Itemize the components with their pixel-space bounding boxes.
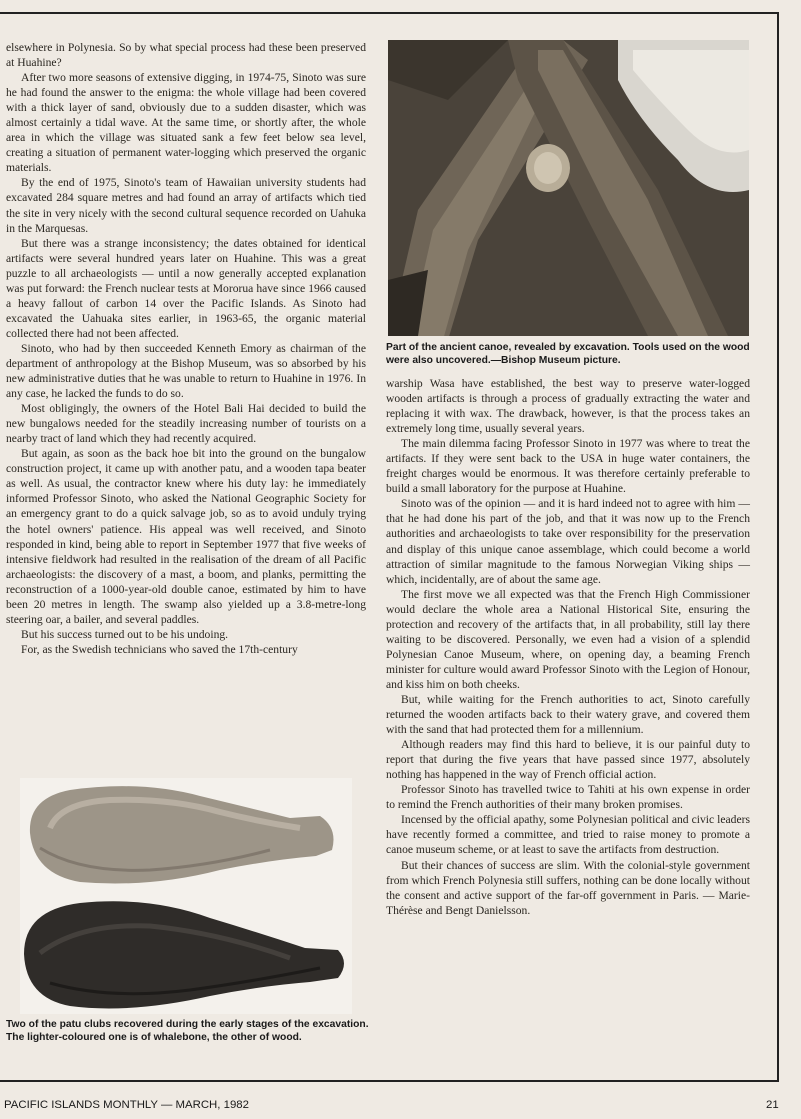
paragraph: But there was a strange inconsistency; the dates obtained for identical artifacts were several hundred years later on Huahine. This was a great puzzle to all archaeologists — until a now generally accepted explanation was put forward: the French nuclear tests at Mororua have since 1966 caused a heavy fallout of carbon 14 over the Pacific Islands. As Sinoto had excavated the Uahuaka sites earlier, in 1963-65, the organic material collected there had not been affected. [6, 236, 366, 340]
paragraph: elsewhere in Polynesia. So by what special process had these been preserved at Huahine? [6, 41, 366, 70]
paragraph: Incensed by the official apathy, some Polynesian political and civic leaders have recently formed a committee, and tried to raise money to promote a canoe museum scheme, or at least to save the artifacts from destruction. [386, 813, 750, 857]
patu-clubs-graphic [20, 778, 352, 1014]
paragraph: The main dilemma facing Professor Sinoto in 1977 was where to treat the artifacts. If they were sent back to the USA in huge water containers, the freight charges would be enormous. It was therefore certainly preferable to build a small laboratory for the purpose at Huahine. [386, 437, 750, 496]
patu-clubs-caption: Two of the patu clubs recovered during the early stages of the excavation. The lighter-coloured one is of whalebone, the other of wood. [6, 1019, 369, 1043]
canoe-photo-graphic [388, 40, 749, 336]
paragraph: Sinoto, who had by then succeeded Kenneth Emory as chairman of the department of anthropology at the Bishop Museum, was so absorbed by his new administrative duties that he was unable to return to Huahine in 1976. In any case, he lacked the funds to do so. [6, 341, 366, 401]
footer-publication: PACIFIC ISLANDS MONTHLY — MARCH, 1982 [4, 1099, 249, 1111]
paragraph: Although readers may find this hard to believe, it is our painful duty to report that during the five years that have passed since 1977, absolutely nothing has happened in the way of French official action. [386, 738, 750, 782]
paragraph: For, as the Swedish technicians who saved the 17th-century [21, 642, 298, 656]
left-text-column [6, 40, 366, 657]
right-rule [777, 12, 779, 1082]
paragraph: But, while waiting for the French authorities to act, Sinoto carefully returned the wooden artifacts back to their watery grave, and covered them with the sand that had protected them for a millennium. [386, 692, 750, 737]
paragraph: The first move we all expected was that the French High Commissioner would declare the whole area a National Historical Site, ensuring the protection and recovery of the artifacts that, in all probability, still lay there waiting to be discovered. Personally, we even had a vision of a splendid Polynesian Canoe Museum, where, on opening day, a beaming French minister for culture would award Professor Sinoto with the Legion of Honour, and kiss him on both cheeks. [386, 587, 750, 691]
paragraph: Sinoto was of the opinion — and it is hard indeed not to agree with him — that he had done his part of the job, and that it was now up to the French authorities and archaeologists to take over responsibility for the preservation and display of this unique canoe assemblage, which could become a world attraction of similar magnitude to the famous Norwegian Viking ships — which, incidentally, are of about the same age. [386, 497, 750, 586]
canoe-photo-caption: Part of the ancient canoe, revealed by excavation. Tools used on the wood were also uncovered.—Bishop Museum picture. [386, 342, 750, 366]
paragraph: After two more seasons of extensive digging, in 1974-75, Sinoto was sure he had found the answer to the enigma: the whole village had been covered with a thick layer of sand, obviously due to a sudden disaster, which was almost certainly a tidal wave. At the same time, or shortly after, the whole area in which the village was situated sank a few feet below sea level, creating a situation of permanent water-logging which preserved the organic materials. [6, 71, 366, 175]
paragraph: Most obligingly, the owners of the Hotel Bali Hai decided to build the new bungalows needed for the steadily increasing number of tourists on a nearby tract of land which they had recently acquired. [6, 402, 366, 446]
right-text-column [386, 376, 750, 918]
paragraph: But his success turned out to be his undoing. [21, 627, 229, 641]
bottom-rule [0, 1080, 779, 1082]
canoe-excavation-photo [388, 40, 749, 336]
paragraph: But their chances of success are slim. With the colonial-style government from which French Polynesia still suffers, nothing can be done locally without the consent and active support of the far-off government in Paris. — Marie-Thérèse and Bengt Danielsson. [386, 858, 750, 917]
top-rule [0, 12, 779, 14]
footer-page-number: 21 [766, 1099, 779, 1111]
paragraph: By the end of 1975, Sinoto's team of Hawaiian university students had excavated 284 square metres and had found an array of artifacts which tied the site in very nicely with the second cultural sequence recorded on Uahuka in the Marquesas. [6, 176, 366, 235]
patu-clubs-photo [20, 778, 352, 1014]
paragraph: But again, as soon as the back hoe bit into the ground on the bungalow construction project, it came up with another patu, and a wooden tapa beater as well. As usual, the contractor knew where his duty lay: he immediately informed Professor Sinoto, who asked the National Geographic Society for an emergency grant to do a quick salvage job, so as to avoid unduly trying the hotel owners' patience. His appeal was well received, and Sinoto responded in kind, being able to report in September 1977 that five weeks of intensive fieldwork had resulted in the realisation of the dream of all Pacific archaeologists: the discovery of a mast, a boom, and planks, permitting the reconstruction of a 1000-year-old double canoe, estimated by him to have been 20 metres in length. The swamp also yielded up a 3.8-metre-long steering oar, a bailer, and several paddles. [6, 447, 366, 626]
paragraph: warship Wasa have established, the best way to preserve water-logged wooden artifacts is through a process of gradually extracting the water and replacing it with wax. The drawback, however, is that the process takes an extremely long time, usually several years. [386, 377, 750, 436]
paragraph: Professor Sinoto has travelled twice to Tahiti at his own expense in order to remind the French authorities of their many broken promises. [386, 783, 750, 812]
